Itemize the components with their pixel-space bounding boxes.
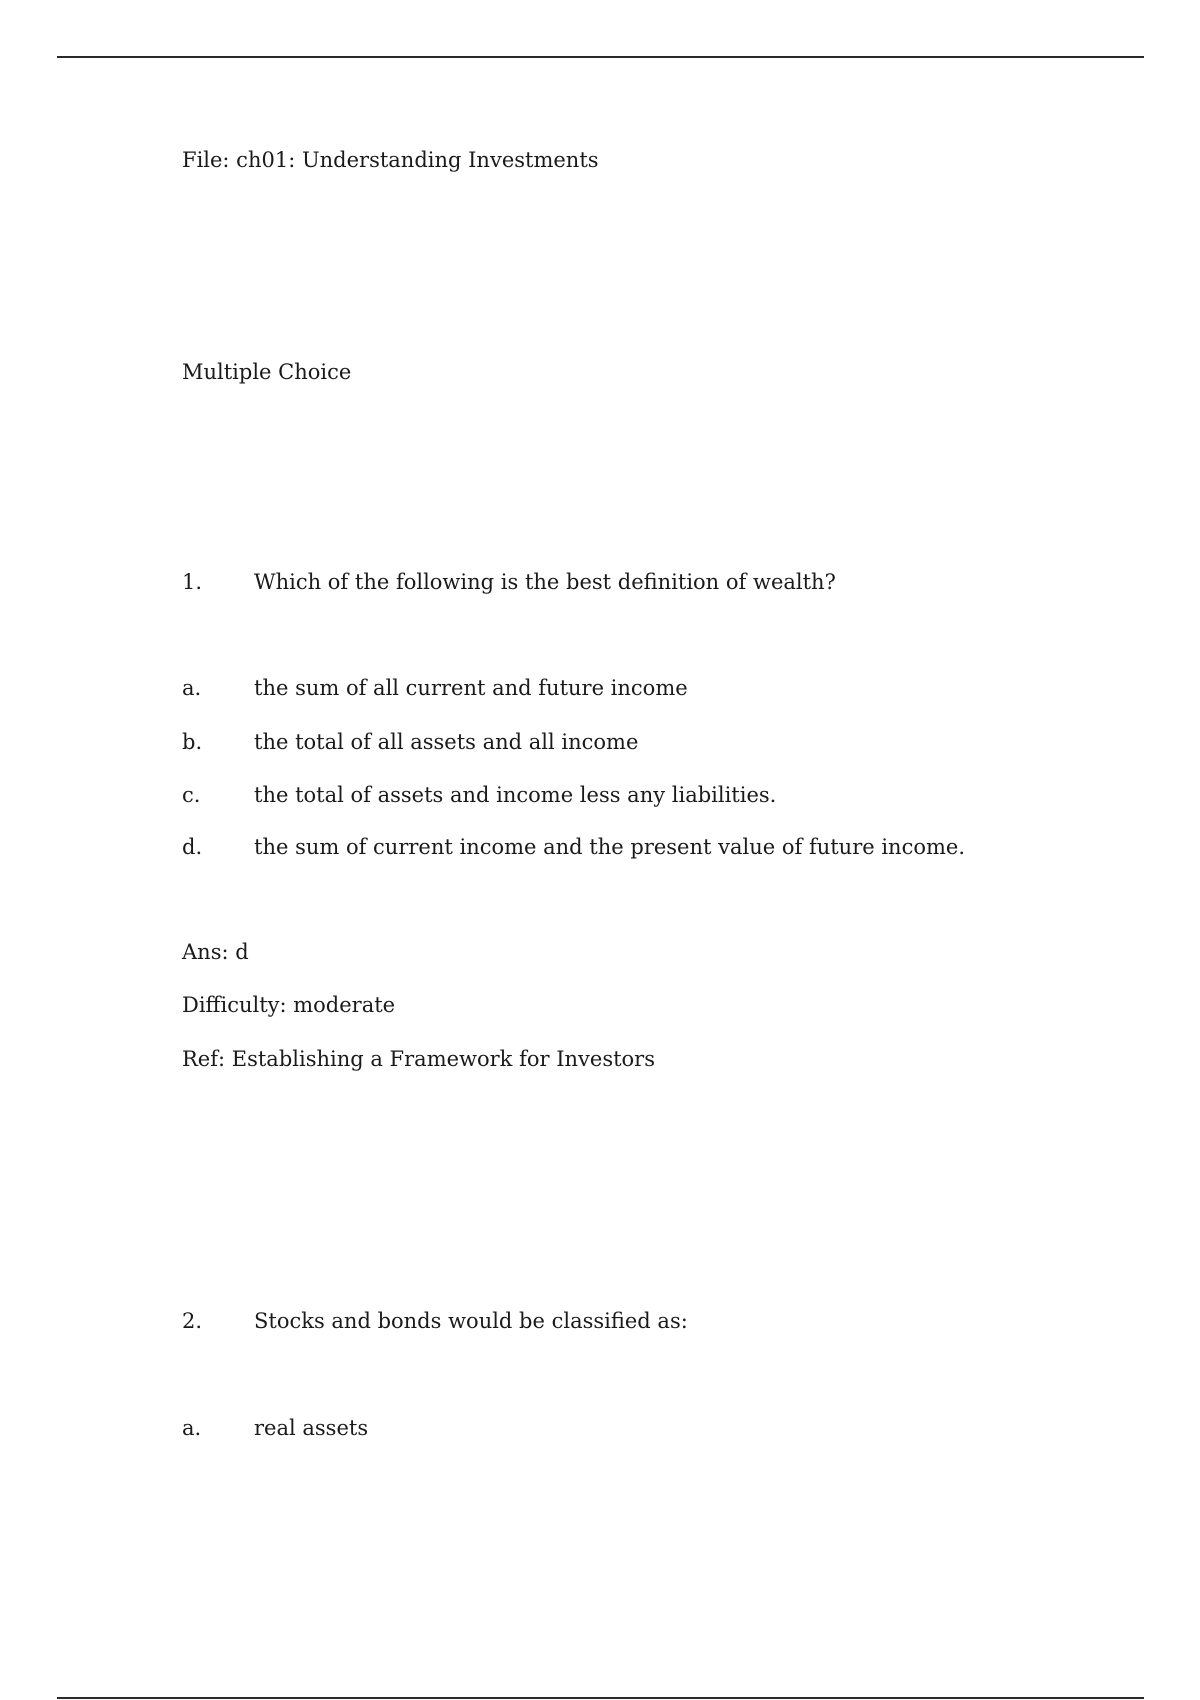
option-1c (182, 782, 776, 808)
question-text: Stocks and bonds would be classified as: (254, 1309, 688, 1333)
question-text: Which of the following is the best definition of wealth? (254, 570, 836, 594)
option-letter: c. (182, 783, 201, 807)
option-letter: b. (182, 730, 203, 754)
difficulty: Difficulty: moderate (182, 993, 396, 1017)
option-text: the total of all assets and all income (254, 730, 639, 754)
top-rule (57, 56, 1144, 58)
file-label: File: ch01: Understanding Investments (182, 148, 599, 172)
section-title: Multiple Choice (182, 360, 352, 384)
bottom-rule (57, 1697, 1144, 1699)
option-2a (182, 1415, 368, 1441)
option-letter: a. (182, 676, 202, 700)
option-1b (182, 729, 638, 755)
question-number: 1. (182, 570, 203, 594)
option-1a (182, 675, 688, 701)
option-text: the sum of current income and the present value of future income. (254, 835, 966, 859)
option-text: the sum of all current and future income (254, 676, 688, 700)
answer: Ans: d (182, 940, 249, 964)
option-1d (182, 834, 965, 860)
question-2 (182, 1308, 688, 1334)
option-letter: a. (182, 1416, 202, 1440)
option-text: the total of assets and income less any liabilities. (254, 783, 777, 807)
question-number: 2. (182, 1309, 203, 1333)
reference: Ref: Establishing a Framework for Investors (182, 1047, 656, 1071)
option-text: real assets (254, 1416, 369, 1440)
question-1 (182, 569, 836, 595)
option-letter: d. (182, 835, 203, 859)
